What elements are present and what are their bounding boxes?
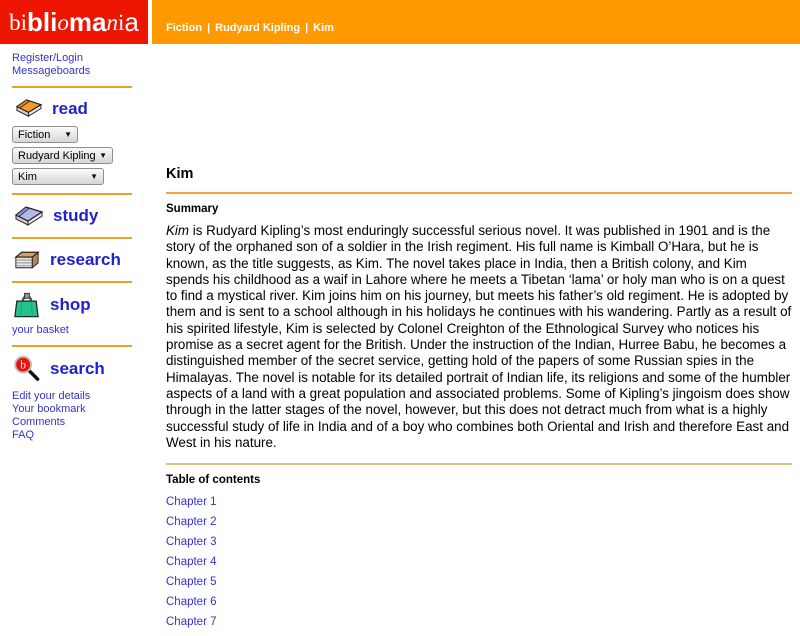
sidebar [0,44,160,442]
register-login-link[interactable]: Register/Login [12,52,83,64]
chapter-1-link[interactable]: Chapter 1 [166,496,217,509]
faq-link[interactable]: FAQ [12,429,35,441]
author-select-value: Rudyard Kipling [18,149,96,162]
breadcrumb-separator: | [207,22,211,34]
toc-heading: Table of contents [166,474,261,487]
breadcrumb-fiction[interactable]: Fiction [166,22,203,34]
research-label: research [50,250,121,269]
select-arrow-icon: ▼ [64,130,72,139]
summary-paragraph [166,223,792,451]
study-label: study [53,206,99,225]
read-label: read [52,98,88,118]
toc-rule [166,463,792,465]
messageboards-link[interactable]: Messageboards [12,65,91,77]
book-select-value: Kim [18,170,37,183]
research-book-icon [12,247,41,273]
author-select[interactable] [12,147,113,164]
sidebar-item-search[interactable] [12,355,160,382]
sidebar-divider [12,237,132,239]
chapter-6-link[interactable]: Chapter 6 [166,596,217,609]
your-bookmark-link[interactable]: Your bookmark [12,403,86,415]
bibliomania-logo[interactable] [0,0,148,44]
select-arrow-icon: ▼ [99,151,107,160]
summary-heading: Summary [166,203,219,215]
logo-part: bli [27,7,58,37]
chapter-2-link[interactable]: Chapter 2 [166,516,217,529]
search-label: search [50,358,105,378]
sidebar-divider [12,281,132,283]
summary-body-text: is Rudyard Kipling’s most enduringly successful serious novel. It was published in 1901 and is the story of the orphaned son of a soldier in the Irish regiment. His full name is Kimball O’Hara, but he is known, as the title suggests, as Kim. The novel takes place in India, then a British colony, and Kim spends his childhood as a waif in Lahore where he meets a Tibetan ‘lama’ or holy man who is on a quest to find a mystical river. Kim joins him on his journey, but meets his father’s old regiment. He is adopted by them and is sent to a school although in his holidays he continues with his wandering. Partly as a result of his spirited lifestyle, Kim is selected by Colonel Creighton of the Ethnological Survey who notices his promise as a secret agent for the British. Under the instruction of the Indian, Hurree Babu, he becomes a distinguished member of the secret service, getting hold of the papers of some Russian spies in the Himalayas. The novel is notable for its detailed portrait of Indian life, its religions and some of the humbler aspects of a land with a great population and associated problems. Some of Kipling’s jingoism does show through in the latter stages of the novel, however, but this does not detract much from what is a highly successful study of life in India and of a boy who combines both Oriental and Irish and therefore East and West in his nature. [166,223,792,450]
chapter-5-link[interactable]: Chapter 5 [166,576,217,589]
sidebar-item-read[interactable] [12,96,160,121]
shop-label: shop [50,295,91,314]
sidebar-item-research[interactable] [12,247,160,273]
sidebar-divider [12,86,132,88]
sidebar-divider [12,193,132,195]
summary-lead-word: Kim [166,223,190,238]
breadcrumb-title[interactable]: Kim [313,22,334,34]
breadcrumb-author[interactable]: Rudyard Kipling [215,22,301,34]
logo-part: ma [68,7,107,37]
svg-text:b: b [20,358,27,372]
main-content [166,44,792,636]
sidebar-divider [12,345,132,347]
comments-link[interactable]: Comments [12,416,66,428]
select-arrow-icon: ▼ [90,172,98,181]
logo-part: a [124,7,139,37]
logo-part: i [117,9,125,35]
logo-part: bi [9,9,28,35]
chapter-7-link[interactable]: Chapter 7 [166,616,217,629]
logo-part: o [57,9,69,35]
edit-details-link[interactable]: Edit your details [12,390,91,402]
chapter-3-link[interactable]: Chapter 3 [166,536,217,549]
sidebar-item-shop[interactable] [12,291,160,319]
sidebar-item-study[interactable] [12,203,160,229]
read-book-icon [12,96,43,121]
page-title: Kim [166,166,194,182]
logo-part: n [106,9,118,35]
study-book-icon [12,203,44,229]
title-rule [166,192,792,194]
genre-select[interactable] [12,126,78,143]
magnifier-icon [12,355,41,382]
shopping-bag-icon [12,291,41,319]
your-basket-link[interactable]: your basket [12,324,69,336]
table-of-contents [166,496,792,628]
chapter-4-link[interactable]: Chapter 4 [166,556,217,569]
breadcrumb-separator: | [305,22,309,34]
breadcrumb [152,0,800,44]
book-select[interactable] [12,168,104,185]
genre-select-value: Fiction [18,128,51,141]
